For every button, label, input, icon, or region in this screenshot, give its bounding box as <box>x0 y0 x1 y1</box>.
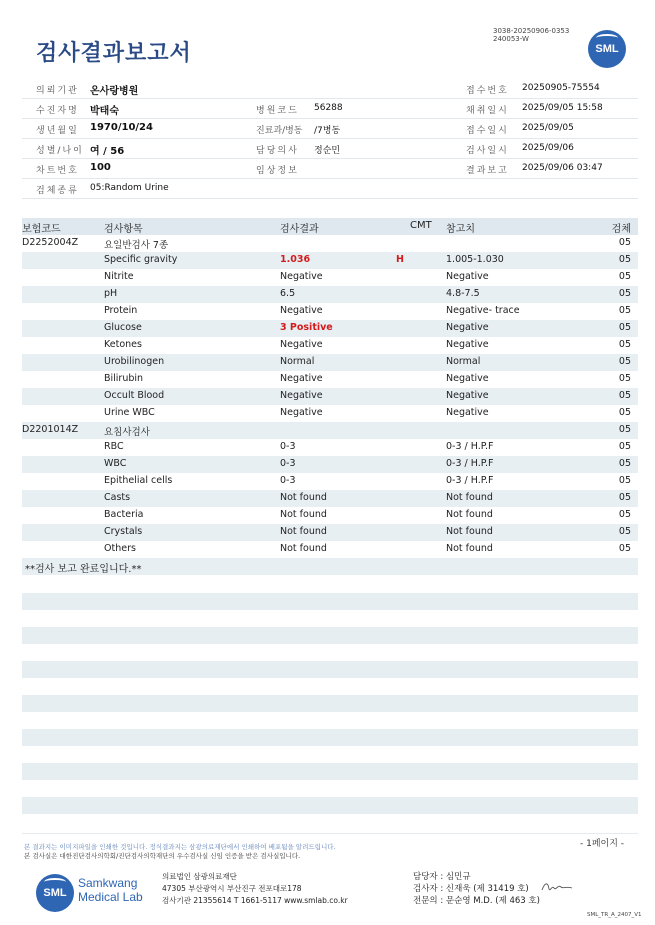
cell-result: Negative <box>280 271 323 282</box>
cell-item: Glucose <box>104 322 142 333</box>
info-row-specimen <box>22 179 638 199</box>
cell-result: 3 Positive <box>280 322 333 333</box>
empty-row <box>22 763 638 780</box>
table-row <box>22 422 638 439</box>
cell-specimen: 05 <box>618 543 631 554</box>
institution-label: 의뢰기관 <box>36 86 79 96</box>
table-row <box>22 405 638 422</box>
col-header-result: 검사결과 <box>280 224 319 235</box>
empty-row <box>22 627 638 644</box>
cell-reference: Negative <box>446 390 489 401</box>
cell-item: Bilirubin <box>104 373 144 384</box>
specimen-value: 05:Random Urine <box>90 183 169 193</box>
collect-value: 2025/09/05 15:58 <box>522 103 603 113</box>
cell-reference: 1.005-1.030 <box>446 254 504 265</box>
patient-value: 박태숙 <box>90 106 119 117</box>
cell-reference: Not found <box>446 543 493 554</box>
cell-item: 요침사검사 <box>104 427 150 438</box>
cell-item: pH <box>104 288 118 299</box>
cell-specimen: 05 <box>618 424 631 435</box>
results-table-header <box>22 218 638 235</box>
info-row-chart <box>22 159 638 179</box>
table-row <box>22 524 638 541</box>
info-row-institution <box>22 79 638 99</box>
cell-item: Crystals <box>104 526 143 537</box>
cell-result: Not found <box>280 509 327 520</box>
cell-item: Others <box>104 543 136 554</box>
col-header-cmt: CMT <box>410 220 432 231</box>
completion-row <box>22 558 638 575</box>
empty-row <box>22 593 638 610</box>
cell-item: Nitrite <box>104 271 134 282</box>
sex-age-value: 여 / 56 <box>90 146 125 157</box>
cell-specimen: 05 <box>618 305 631 316</box>
cell-item: Casts <box>104 492 131 503</box>
cell-code: D2201014Z <box>22 424 79 435</box>
doctor-value: 정순민 <box>314 146 341 156</box>
cell-reference: Not found <box>446 509 493 520</box>
table-row <box>22 337 638 354</box>
cell-reference: 0-3 / H.P.F <box>446 475 494 486</box>
report-value: 2025/09/06 03:47 <box>522 163 603 173</box>
cell-item: Bacteria <box>104 509 144 520</box>
cell-reference: Negative <box>446 322 489 333</box>
cell-item: Occult Blood <box>104 390 165 401</box>
table-row <box>22 490 638 507</box>
patient-label: 수진자명 <box>36 106 79 116</box>
cell-item: RBC <box>104 441 124 452</box>
cell-item: WBC <box>104 458 127 469</box>
cell-cmt: H <box>396 254 404 265</box>
table-row <box>22 354 638 371</box>
cell-specimen: 05 <box>618 339 631 350</box>
accession-value: 20250905-75554 <box>522 83 600 93</box>
cell-item: Epithelial cells <box>104 475 173 486</box>
cell-result: Negative <box>280 407 323 418</box>
collect-label: 채취일시 <box>466 106 509 116</box>
empty-row <box>22 661 638 678</box>
brand-name-line1: Samkwang <box>78 876 138 890</box>
empty-row <box>22 695 638 712</box>
chart-label: 차트번호 <box>36 166 79 176</box>
table-row <box>22 507 638 524</box>
table-row <box>22 439 638 456</box>
accreditation-notice: 본 검사실은 대한진단검사의학회/진단검사의학재단의 우수검사실 신임 인증을 받은 검사실입니다. <box>24 852 301 860</box>
receipt-value: 2025/09/05 <box>522 123 574 133</box>
brand-name <box>78 876 143 904</box>
cell-code: D2252004Z <box>22 237 79 248</box>
table-row <box>22 473 638 490</box>
table-row <box>22 235 638 252</box>
clinical-label: 임상정보 <box>256 166 299 176</box>
image-notice: 본 결과지는 이미지파일을 인쇄한 것입니다. 정식결과지는 삼광의료재단에서 인쇄하여 배포됨을 알려드립니다. <box>24 843 336 851</box>
document-id <box>493 27 569 43</box>
accession-label: 접수번호 <box>466 86 509 96</box>
dob-label: 생년월일 <box>36 126 79 136</box>
cell-specimen: 05 <box>618 373 631 384</box>
sml-footer-logo-icon: SML <box>36 874 74 912</box>
col-header-ref: 참고치 <box>446 224 475 235</box>
info-row-patient <box>22 99 638 119</box>
table-row <box>22 252 638 269</box>
staff-line2: 검사자 : 신재욱 (제 31419 호) <box>413 884 529 894</box>
cell-specimen: 05 <box>618 407 631 418</box>
dept-label: 진료과/병동 <box>256 126 303 136</box>
cell-reference: 0-3 / H.P.F <box>446 458 494 469</box>
cell-result: Negative <box>280 390 323 401</box>
cell-result: Not found <box>280 526 327 537</box>
completion-text: **검사 보고 완료입니다.** <box>25 564 142 575</box>
table-row <box>22 303 638 320</box>
cell-item: Urine WBC <box>104 407 155 418</box>
cell-reference: 0-3 / H.P.F <box>446 441 494 452</box>
lab-address-line3: 검사기관 21355614 T 1661-5117 www.smlab.co.kr <box>162 896 348 905</box>
cell-reference: Negative <box>446 339 489 350</box>
staff-info <box>413 871 540 907</box>
cell-item: Protein <box>104 305 138 316</box>
sex-age-label: 성별/나이 <box>36 146 84 156</box>
staff-line3: 전문의 : 문순영 M.D. (제 463 호) <box>413 896 540 906</box>
cell-item: Ketones <box>104 339 142 350</box>
cell-specimen: 05 <box>618 322 631 333</box>
institution-value: 온사랑병원 <box>90 86 139 97</box>
cell-reference: Negative <box>446 407 489 418</box>
footer-divider <box>22 833 638 834</box>
sml-logo-icon: SML <box>588 30 626 68</box>
patient-info-section <box>22 79 638 199</box>
form-id: SML_TR_A_2407_V1 <box>587 912 642 918</box>
table-row <box>22 286 638 303</box>
test-date-value: 2025/09/06 <box>522 143 574 153</box>
cell-specimen: 05 <box>618 475 631 486</box>
page-number: - 1페이지 - <box>580 839 625 849</box>
cell-specimen: 05 <box>618 526 631 537</box>
cell-specimen: 05 <box>618 271 631 282</box>
cell-specimen: 05 <box>618 458 631 469</box>
cell-reference: Negative <box>446 271 489 282</box>
cell-item: Urobilinogen <box>104 356 165 367</box>
cell-specimen: 05 <box>618 254 631 265</box>
cell-specimen: 05 <box>618 492 631 503</box>
cell-reference: Negative- trace <box>446 305 520 316</box>
cell-specimen: 05 <box>618 509 631 520</box>
table-row <box>22 388 638 405</box>
empty-row <box>22 797 638 814</box>
lab-address <box>162 871 348 907</box>
table-row <box>22 371 638 388</box>
cell-result: Negative <box>280 305 323 316</box>
cell-result: Not found <box>280 543 327 554</box>
cell-specimen: 05 <box>618 288 631 299</box>
cell-reference: Not found <box>446 526 493 537</box>
table-row <box>22 320 638 337</box>
col-header-specimen: 검체 <box>611 224 631 235</box>
info-row-dob <box>22 119 638 139</box>
cell-result: 0-3 <box>280 458 296 469</box>
brand-name-line2: Medical Lab <box>78 890 143 904</box>
cell-reference: Not found <box>446 492 493 503</box>
table-row <box>22 269 638 286</box>
document-id-line1: 3038-20250906-0353 <box>493 27 570 35</box>
hospital-code-label: 병원코드 <box>256 106 299 116</box>
table-row <box>22 456 638 473</box>
cell-specimen: 05 <box>618 237 631 248</box>
report-title: 검사결과보고서 <box>36 41 192 66</box>
doctor-label: 담당의사 <box>256 146 299 156</box>
empty-row <box>22 729 638 746</box>
specimen-label: 검체종류 <box>36 186 79 196</box>
signature-icon <box>540 880 574 894</box>
chart-value: 100 <box>90 162 111 173</box>
receipt-label: 접수일시 <box>466 126 509 136</box>
cell-reference: Normal <box>446 356 481 367</box>
report-label: 결과보고 <box>466 166 509 176</box>
cell-result: 0-3 <box>280 475 296 486</box>
cell-result: Normal <box>280 356 315 367</box>
cell-specimen: 05 <box>618 356 631 367</box>
cell-result: Negative <box>280 339 323 350</box>
cell-item: Specific gravity <box>104 254 178 265</box>
table-row <box>22 541 638 558</box>
dept-value: /7병동 <box>314 126 341 136</box>
cell-result: 6.5 <box>280 288 296 299</box>
lab-address-line2: 47305 부산광역시 부산진구 전포대로178 <box>162 884 302 893</box>
lab-address-line1: 의료법인 삼광의료재단 <box>162 872 237 881</box>
results-table <box>22 218 638 575</box>
info-row-sex-age <box>22 139 638 159</box>
test-date-label: 검사일시 <box>466 146 509 156</box>
col-header-code: 보험코드 <box>22 224 61 235</box>
cell-specimen: 05 <box>618 441 631 452</box>
cell-result: Not found <box>280 492 327 503</box>
dob-value: 1970/10/24 <box>90 122 153 133</box>
cell-result: 0-3 <box>280 441 296 452</box>
cell-item: 요일반검사 7종 <box>104 240 169 251</box>
cell-result: 1.036 <box>280 254 311 265</box>
hospital-code-value: 56288 <box>314 103 343 113</box>
cell-reference: Negative <box>446 373 489 384</box>
staff-line1: 담당자 : 심민규 <box>413 872 471 882</box>
cell-reference: 4.8-7.5 <box>446 288 480 299</box>
document-id-line2: 240053-W <box>493 35 529 43</box>
cell-specimen: 05 <box>618 390 631 401</box>
col-header-item: 검사항목 <box>104 224 143 235</box>
cell-result: Negative <box>280 373 323 384</box>
